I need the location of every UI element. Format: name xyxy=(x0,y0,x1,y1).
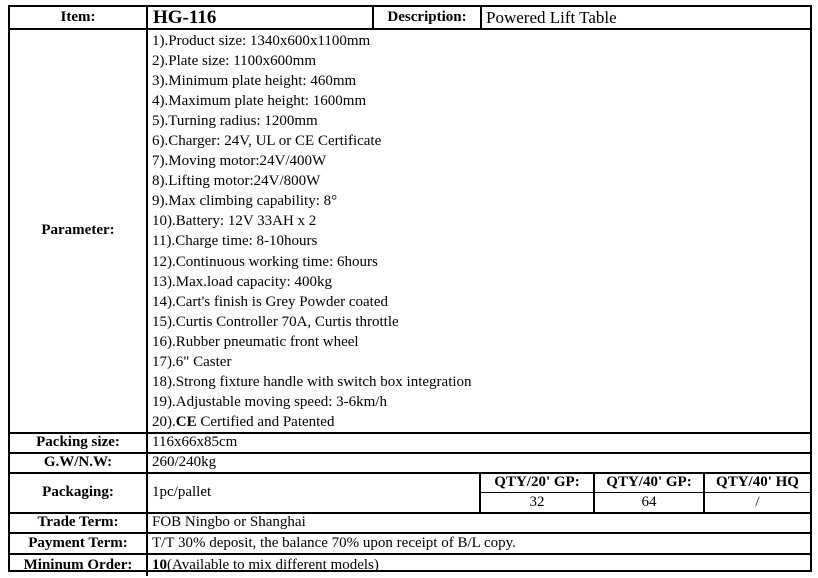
minimum-order-label: Mininum Order: xyxy=(10,555,148,576)
qty-20gp-header: QTY/20' GP: xyxy=(481,474,593,493)
parameter-line-7: 7).Moving motor:24V/400W xyxy=(152,153,327,170)
header-row xyxy=(10,7,810,30)
payment-term-row xyxy=(10,534,810,555)
packaging-value: 1pc/pallet xyxy=(148,474,481,512)
parameter-line-8: 8).Lifting motor:24V/800W xyxy=(152,173,321,190)
weight-row xyxy=(10,454,810,474)
qty-40hq-header: QTY/40' HQ xyxy=(705,474,810,493)
qty-40hq-value: / xyxy=(755,493,760,510)
item-label: Item: xyxy=(10,7,148,28)
parameter-line-17: 17).6" Caster xyxy=(152,353,232,370)
qty-40hq-column xyxy=(705,474,810,512)
minimum-order-value xyxy=(148,555,810,576)
item-value: HG-116 xyxy=(148,7,374,28)
parameter-line-3: 3).Minimum plate height: 460mm xyxy=(152,73,357,90)
parameter-line-20-bold: CE xyxy=(175,413,197,430)
parameter-line-1: 1).Product size: 1340x600x1100mm xyxy=(152,33,371,49)
parameter-row xyxy=(10,30,810,434)
packaging-row xyxy=(10,474,810,514)
parameter-line-11: 11).Charge time: 8-10hours xyxy=(152,233,318,250)
payment-term-label: Payment Term: xyxy=(10,534,148,553)
parameter-line-19: 19).Adjustable moving speed: 3-6km/h xyxy=(152,393,387,410)
qty-40gp-column xyxy=(595,474,705,512)
parameter-line-14: 14).Cart's finish is Grey Powder coated xyxy=(152,293,388,310)
parameter-line-12: 12).Continuous working time: 6hours xyxy=(152,253,378,270)
minimum-order-note: (Available to mix different models) xyxy=(167,556,379,573)
qty-20gp-column xyxy=(481,474,595,512)
packing-size-label: Packing size: xyxy=(10,434,148,452)
parameter-line-13: 13).Max.load capacity: 400kg xyxy=(152,273,332,290)
minimum-order-row xyxy=(10,555,810,576)
packaging-label: Packaging: xyxy=(10,474,148,512)
description-label: Description: xyxy=(374,7,482,28)
weight-label: G.W/N.W: xyxy=(10,454,148,472)
payment-term-value: T/T 30% deposit, the balance 70% upon receipt of B/L copy. xyxy=(152,534,516,551)
parameter-line-16: 16).Rubber pneumatic front wheel xyxy=(152,333,359,350)
trade-term-value: FOB Ningbo or Shanghai xyxy=(152,514,306,531)
parameter-line-10: 10).Battery: 12V 33AH x 2 xyxy=(152,213,317,230)
qty-20gp-value: 32 xyxy=(529,493,545,510)
trade-term-label: Trade Term: xyxy=(10,514,148,532)
parameter-line-20 xyxy=(152,412,810,432)
parameter-label: Parameter: xyxy=(10,30,148,432)
parameter-line-2: 2).Plate size: 1100x600mm xyxy=(152,53,317,70)
parameter-line-15: 15).Curtis Controller 70A, Curtis throttle xyxy=(152,313,399,330)
minimum-order-qty: 10 xyxy=(152,556,167,573)
qty-40gp-value: 64 xyxy=(641,493,657,510)
packing-size-value: 116x66x85cm xyxy=(152,434,238,451)
parameter-line-9: 9).Max climbing capability: 8° xyxy=(152,193,338,210)
parameter-line-5: 5).Turning radius: 1200mm xyxy=(152,113,318,130)
parameter-line-20-prefix: 20). xyxy=(152,413,176,430)
weight-value: 260/240kg xyxy=(152,454,217,471)
parameter-line-18: 18).Strong fixture handle with switch box integration xyxy=(152,373,472,390)
qty-40gp-header: QTY/40' GP: xyxy=(595,474,703,493)
parameter-line-20-rest: Certified and Patented xyxy=(196,413,335,430)
parameter-line-6: 6).Charger: 24V, UL or CE Certificate xyxy=(152,133,382,150)
product-spec-table xyxy=(8,5,812,572)
trade-term-row xyxy=(10,514,810,534)
parameter-lines xyxy=(148,30,810,432)
description-value: Powered Lift Table xyxy=(486,7,617,27)
parameter-line-4: 4).Maximum plate height: 1600mm xyxy=(152,93,367,110)
packing-size-row xyxy=(10,434,810,454)
